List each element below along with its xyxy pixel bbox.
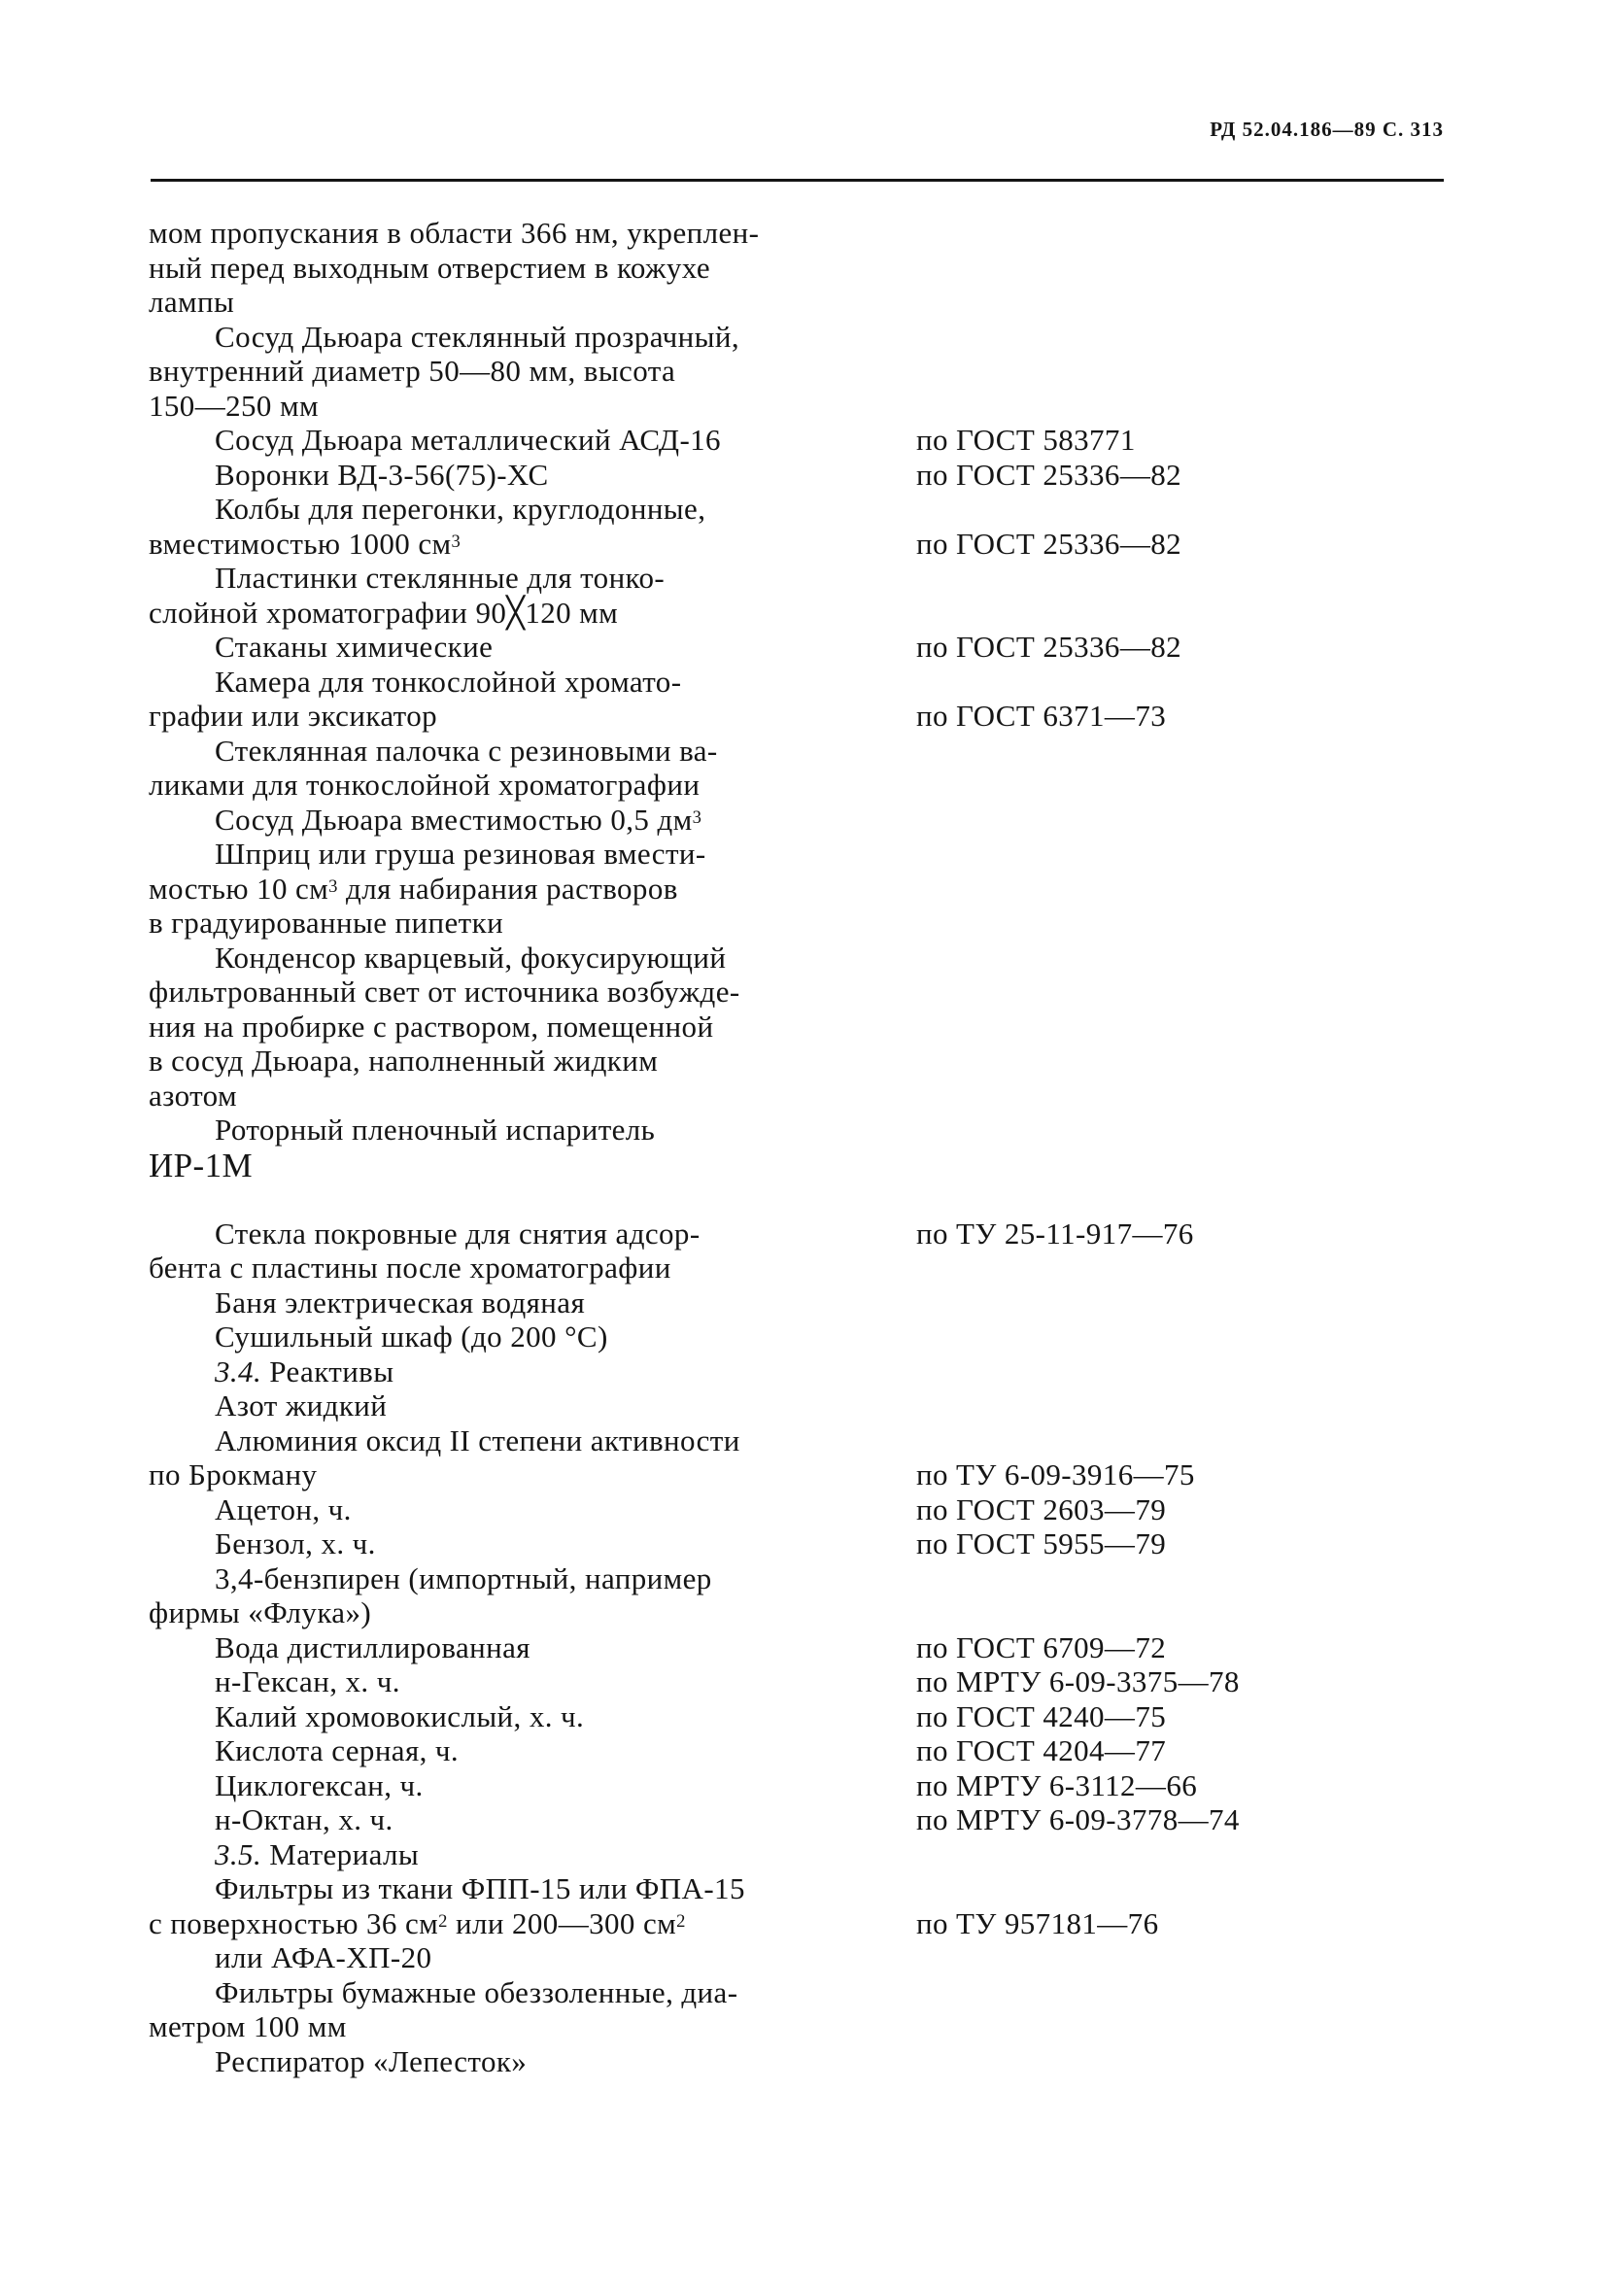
line-text: Стекла покровные для снятия адсор- bbox=[215, 1216, 701, 1251]
equipment-row bbox=[149, 1492, 1451, 1527]
equipment-row bbox=[149, 1802, 1451, 1837]
text-line bbox=[149, 2009, 1451, 2044]
text-line bbox=[149, 1010, 1451, 1045]
unit-exponent: 3 bbox=[328, 876, 338, 897]
line-text: Фильтры бумажные обеззоленные, диа- bbox=[215, 1974, 738, 2009]
text-line bbox=[149, 389, 1451, 424]
text-line bbox=[149, 320, 1451, 355]
text-line bbox=[149, 1595, 1451, 1630]
text-line bbox=[149, 216, 1451, 251]
line-text: азотом bbox=[149, 1078, 237, 1113]
line-text: метром 100 мм bbox=[149, 2009, 347, 2043]
line-text: с поверхностью 36 $см^2$ или 200—300 $см^2$ bbox=[149, 1905, 686, 1940]
line-text: ный перед выходным отверстием в кожухе bbox=[149, 250, 711, 285]
text-line bbox=[149, 1319, 1451, 1354]
unit-exponent: 3 bbox=[692, 807, 702, 828]
standard-reference: по ГОСТ 25336—82 bbox=[916, 457, 1182, 492]
text-line bbox=[149, 941, 1451, 976]
equipment-row bbox=[149, 527, 1451, 562]
text-line bbox=[149, 1975, 1451, 2010]
text-line bbox=[149, 734, 1451, 769]
text-line bbox=[149, 1113, 1451, 1148]
standard-reference: по МРТУ 6-3112—66 bbox=[916, 1767, 1198, 1802]
text-line bbox=[149, 1044, 1451, 1079]
equipment-row bbox=[149, 1526, 1451, 1561]
equipment-row bbox=[149, 1630, 1451, 1665]
line-text: Респиратор «Лепесток» bbox=[215, 2043, 528, 2078]
line-text: 3.5. Материалы bbox=[215, 1836, 420, 1871]
unit-exponent: 3 bbox=[451, 531, 462, 552]
page-header: РД 52.04.186—89 С. 313 bbox=[1210, 118, 1444, 141]
line-text: Сушильный шкаф (до 200 °С) bbox=[215, 1319, 608, 1354]
text-line bbox=[149, 251, 1451, 286]
line-text: 3.4. Реактивы bbox=[215, 1354, 394, 1388]
standard-reference: по ГОСТ 5955—79 bbox=[916, 1526, 1167, 1560]
line-text: н-Гексан, х. ч. bbox=[215, 1664, 400, 1698]
text-line bbox=[149, 1079, 1451, 1114]
line-text: слойной хроматографии 90╳120 мм bbox=[149, 595, 619, 630]
equipment-row bbox=[149, 1768, 1451, 1803]
line-text: 3,4-бензпирен (импортный, например bbox=[215, 1560, 712, 1595]
standard-reference: по ТУ 6-09-3916—75 bbox=[916, 1457, 1195, 1491]
line-text: мом пропускания в области 366 нм, укреплен- bbox=[149, 216, 760, 250]
standard-reference: по ГОСТ 2603—79 bbox=[916, 1491, 1167, 1526]
line-text: Сосуд Дьюара стеклянный прозрачный, bbox=[215, 319, 739, 354]
line-text: Камера для тонкослойной хромато- bbox=[215, 664, 682, 699]
standard-reference: по ГОСТ 4240—75 bbox=[916, 1698, 1167, 1733]
standard-reference: по ГОСТ 25336—82 bbox=[916, 630, 1182, 664]
text-line bbox=[149, 492, 1451, 527]
text-line bbox=[149, 768, 1451, 803]
text-line bbox=[149, 1184, 1451, 1217]
equipment-row bbox=[149, 423, 1451, 458]
line-text: в сосуд Дьюара, наполненный жидким bbox=[149, 1044, 659, 1078]
line-text: Сосуд Дьюара вместимостью 0,5 $дм^3$ bbox=[215, 802, 702, 837]
header-rule bbox=[151, 179, 1444, 182]
line-text: Азот жидкий bbox=[215, 1388, 388, 1422]
text-line bbox=[149, 665, 1451, 700]
line-text: Стеклянная палочка с резиновыми ва- bbox=[215, 733, 718, 768]
line-text: внутренний диаметр 50—80 мм, высота bbox=[149, 354, 676, 388]
line-text: Баня электрическая водяная bbox=[215, 1285, 586, 1319]
line-text: Бензол, х. ч. bbox=[215, 1526, 376, 1560]
text-line bbox=[149, 872, 1451, 907]
text-line bbox=[149, 1285, 1451, 1320]
unit-exponent: 2 bbox=[676, 1911, 686, 1932]
line-text: Калий хромовокислый, х. ч. bbox=[215, 1698, 585, 1733]
document-body bbox=[149, 216, 1451, 2078]
text-line bbox=[149, 354, 1451, 389]
equipment-row bbox=[149, 1906, 1451, 1941]
text-line bbox=[149, 561, 1451, 596]
text-line bbox=[149, 285, 1451, 320]
text-line bbox=[149, 1251, 1451, 1285]
text-line bbox=[149, 1148, 1451, 1184]
text-line bbox=[149, 1837, 1451, 1872]
text-line bbox=[149, 1388, 1451, 1423]
text-line bbox=[149, 1940, 1451, 1975]
standard-reference: по ГОСТ 583771 bbox=[916, 423, 1136, 457]
line-text: фирмы «Флука») bbox=[149, 1595, 372, 1629]
text-line bbox=[149, 1561, 1451, 1596]
line-text: Циклогексан, ч. bbox=[215, 1767, 424, 1802]
line-text: Ацетон, ч. bbox=[215, 1491, 352, 1526]
text-line bbox=[149, 1354, 1451, 1389]
standard-reference: по МРТУ 6-09-3375—78 bbox=[916, 1664, 1240, 1698]
line-text: н-Октан, х. ч. bbox=[215, 1802, 393, 1836]
standard-reference: по ГОСТ 6371—73 bbox=[916, 699, 1167, 733]
line-text: Алюминия оксид II степени активности bbox=[215, 1422, 740, 1457]
text-line bbox=[149, 596, 1451, 631]
line-text: по Брокману bbox=[149, 1457, 318, 1491]
line-text: 150—250 мм bbox=[149, 388, 319, 423]
line-text: в градуированные пипетки bbox=[149, 906, 504, 940]
text-line bbox=[149, 1423, 1451, 1458]
line-text: бента с пластины после хроматографии bbox=[149, 1251, 671, 1285]
line-text: Кислота серная, ч. bbox=[215, 1733, 460, 1767]
standard-reference: по ТУ 957181—76 bbox=[916, 1905, 1159, 1940]
line-text: Пластинки стеклянные для тонко- bbox=[215, 561, 666, 595]
equipment-row bbox=[149, 1699, 1451, 1734]
standard-reference: по ТУ 25-11-917—76 bbox=[916, 1216, 1194, 1251]
line-text: Фильтры из ткани ФПП-15 или ФПА-15 bbox=[215, 1871, 745, 1905]
line-text: графии или эксикатор bbox=[149, 699, 438, 733]
line-text: лампы bbox=[149, 285, 235, 319]
section-number: 3.5. bbox=[215, 1836, 262, 1871]
line-text: Воронки ВД-3-56(75)-ХС bbox=[215, 457, 549, 492]
line-text: Колбы для перегонки, круглодонные, bbox=[215, 492, 706, 526]
unit-exponent: 2 bbox=[438, 1911, 448, 1932]
standard-reference: по ГОСТ 25336—82 bbox=[916, 526, 1182, 561]
line-text: ликами для тонкослойной хроматографии bbox=[149, 768, 701, 802]
text-line bbox=[149, 2044, 1451, 2079]
standard-reference: по ГОСТ 6709—72 bbox=[916, 1629, 1167, 1664]
equipment-row bbox=[149, 458, 1451, 493]
text-line bbox=[149, 906, 1451, 941]
line-text: Вода дистиллированная bbox=[215, 1629, 530, 1664]
text-line bbox=[149, 975, 1451, 1010]
equipment-row bbox=[149, 1664, 1451, 1699]
section-number: 3.4. bbox=[215, 1354, 262, 1388]
text-line bbox=[149, 803, 1451, 838]
line-text: мостью 10 $см^3$ для набирания растворов bbox=[149, 871, 678, 906]
line-text: или АФА-ХП-20 bbox=[215, 1940, 432, 1974]
line-text: вместимостью 1000 $см^3$ bbox=[149, 526, 462, 561]
line-text: Стаканы химические bbox=[215, 630, 494, 664]
standard-reference: по МРТУ 6-09-3778—74 bbox=[916, 1802, 1240, 1836]
text-line bbox=[149, 1871, 1451, 1906]
text-line bbox=[149, 837, 1451, 872]
standard-reference: по ГОСТ 4204—77 bbox=[916, 1733, 1167, 1767]
line-text: Роторный пленочный испаритель bbox=[215, 1113, 656, 1147]
equipment-row bbox=[149, 630, 1451, 665]
line-text: ния на пробирке с раствором, помещенной bbox=[149, 1009, 714, 1044]
text-line bbox=[149, 1217, 1451, 1251]
line-text: ИР-1М bbox=[149, 1146, 254, 1184]
equipment-row bbox=[149, 1457, 1451, 1492]
equipment-row bbox=[149, 1733, 1451, 1768]
line-text: Сосуд Дьюара металлический АСД-16 bbox=[215, 423, 721, 457]
line-text: Конденсор кварцевый, фокусирующий bbox=[215, 940, 727, 975]
equipment-row bbox=[149, 699, 1451, 734]
line-text: Шприц или груша резиновая вмести- bbox=[215, 837, 706, 871]
line-text: фильтрованный свет от источника возбужде- bbox=[149, 975, 740, 1009]
